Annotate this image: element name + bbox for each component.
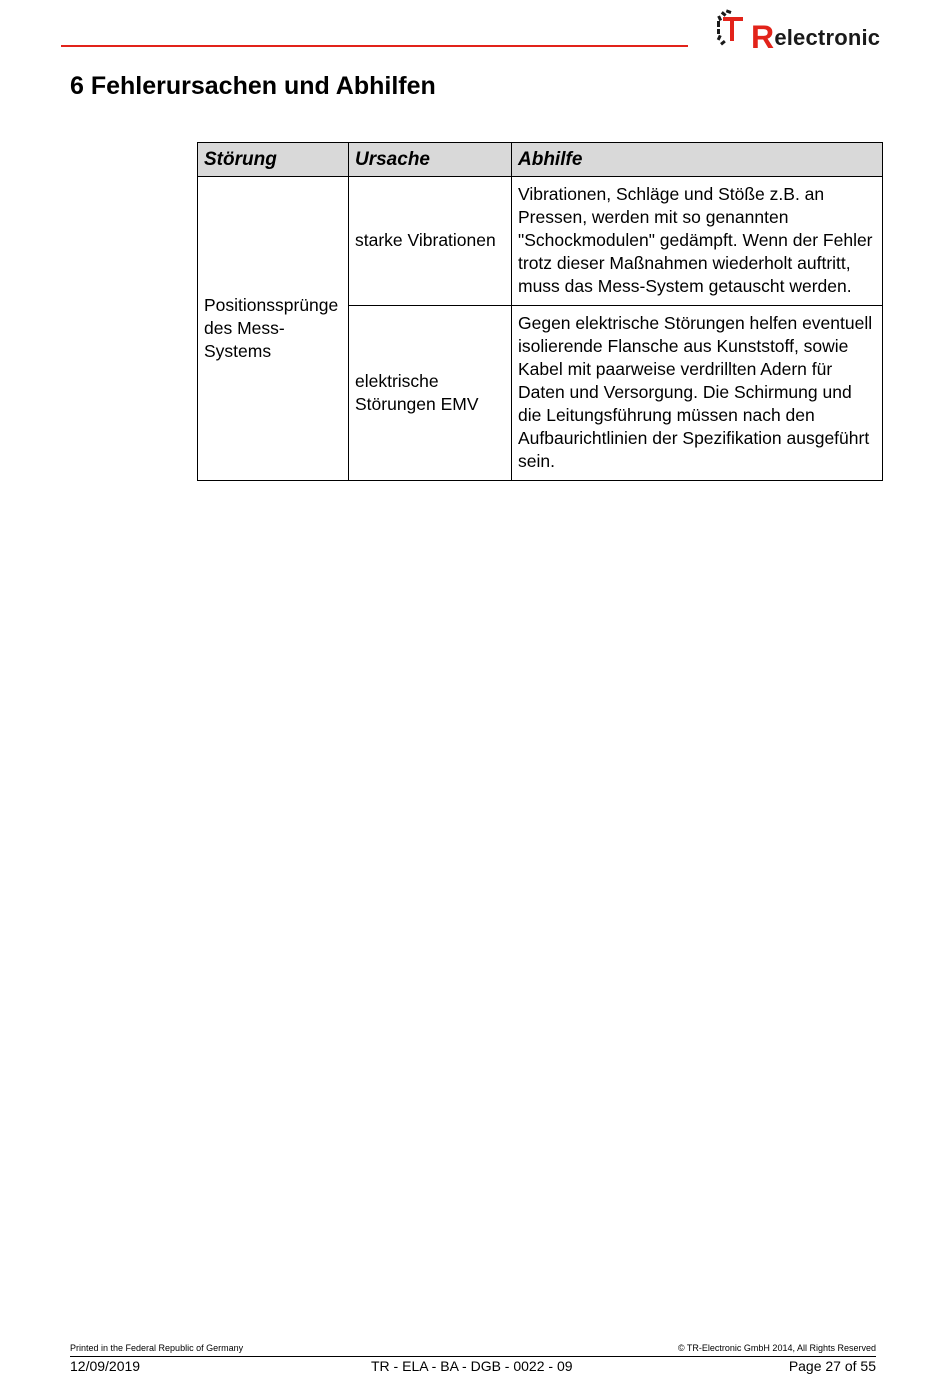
tr-electronic-logo-icon bbox=[714, 9, 754, 49]
header-ursache: Ursache bbox=[349, 143, 512, 177]
footer-rule bbox=[70, 1356, 876, 1357]
table-row bbox=[198, 177, 883, 306]
fault-cell: Positionssprünge des Mess-Systems bbox=[198, 177, 349, 481]
cause-cell: elektrische Störungen EMV bbox=[349, 306, 512, 481]
header-rule bbox=[61, 45, 688, 47]
header-abhilfe: Abhilfe bbox=[512, 143, 883, 177]
footer-date: 12/09/2019 bbox=[70, 1358, 141, 1374]
footer-printed-note: Printed in the Federal Republic of Germany bbox=[70, 1343, 244, 1353]
page-title: 6 Fehlerursachen und Abhilfen bbox=[70, 72, 436, 100]
brand-initial: R bbox=[751, 19, 775, 55]
footer-page-number: Page 27 of 55 bbox=[788, 1358, 876, 1374]
header-stoerung: Störung bbox=[198, 143, 349, 177]
footer-copyright: © TR-Electronic GmbH 2014, All Rights Reserved bbox=[677, 1343, 876, 1353]
remedy-cell: Vibrationen, Schläge und Stöße z.B. an Pressen, werden mit so genannten "Schockmodulen" gedämpft. Wenn der Fehler trotz dieser Maßnahmen wiederholt auftritt, muss das Mess-System getauscht werden. bbox=[512, 177, 883, 306]
company-logo bbox=[714, 9, 881, 55]
brand-name bbox=[751, 16, 880, 53]
footer-document-id: TR - ELA - BA - DGB - 0022 - 09 bbox=[371, 1358, 573, 1374]
fault-table bbox=[197, 142, 883, 481]
table-header-row bbox=[198, 143, 883, 177]
cause-cell: starke Vibrationen bbox=[349, 177, 512, 306]
brand-rest: electronic bbox=[774, 25, 881, 50]
remedy-cell: Gegen elektrische Störungen helfen eventuell isolierende Flansche aus Kunststoff, sowie Kabel mit paarweise verdrillten Adern für Daten und Versorgung. Die Schirmung und die Leitungsführung müssen nach den Aufbaurichtlinien der Spezifikation ausgeführt sein. bbox=[512, 306, 883, 481]
